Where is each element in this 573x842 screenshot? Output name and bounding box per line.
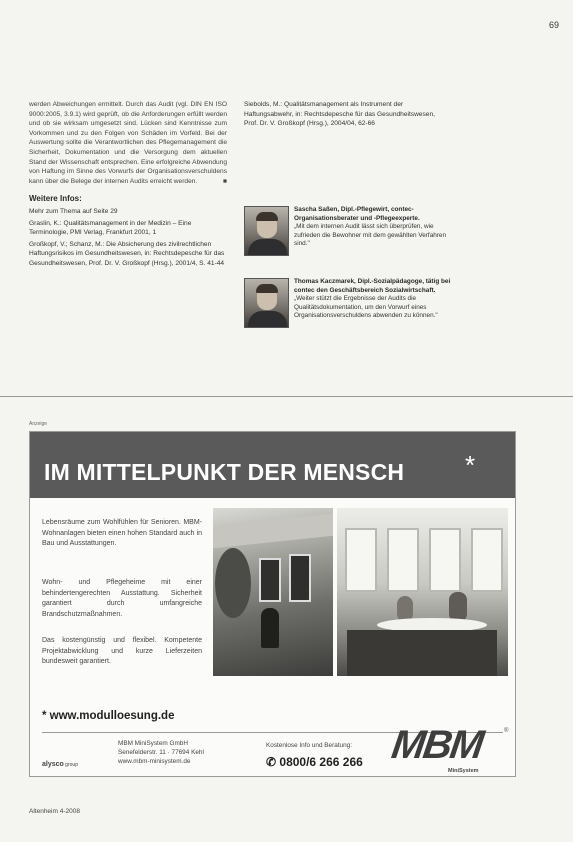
person-info [294,278,452,321]
advertisement [29,431,516,777]
company-address: MBM MiniSystem GmbH Senefelderstr. 11 · 77694 Kehl www.mbm-minisystem.de [118,740,204,765]
ad-label: Anzeige [29,421,48,427]
page-number: 69 [548,20,559,30]
reference-item: Mehr zum Thema auf Seite 29 [29,207,118,215]
portrait-photo [244,278,289,328]
end-mark: ■ [223,177,227,185]
building-exterior-photo [213,508,333,676]
ad-paragraph: Das kostengünstig und flexibel. Kompetente Projektabwicklung und kurze Lieferzeiten bundesweit garantiert. [42,637,202,665]
page-footer: Altenheim 4-2008 [29,808,80,815]
dining-room-photo [337,508,508,676]
person-name: Thomas Kaczmarek, Dipl.-Sozialpädagoge, tätig bei contec den Geschäftsbereich Sozialwirtschaft. [294,278,451,294]
ad-paragraph: Lebensräume zum Wohlfühlen für Senioren. MBM-Wohnanlagen bieten einen hohen Standard auch in Bau und Ausstattungen. [42,519,202,547]
person-quote: „Mit dem internen Audit lässt sich überprüfen, wie zufrieden die Bewohner mit dem gewählten Verfahren sind." [294,223,447,248]
asterisk-icon: * [465,450,476,480]
person-info [294,206,452,249]
ad-url-link[interactable]: * www.modulloesung.de [42,710,175,722]
reference-item: Siebolds, M.: Qualitätsmanagement als Instrument der Haftungsabwehr, in: Rechtsdepesche für das Gesundheitswesen, Prof. Dr. V. Großkopf (Hrsg.), 2004/04, 62-66 [244,101,435,128]
reference-item: Großkopf, V.; Schanz, M.: Die Absicherung des zivilrechtlichen Haftungsrisikos im Gesundheitswesen, in: Rechtsdepesche für das Gesundheitswesen, Prof. Dr. V. Großkopf (Hrsg.), 2001/4, S. 41-44 [29,240,225,267]
section-divider [0,396,573,397]
person-name: Sascha Saßen, Dipl.-Pflegewirt, contec-Organisationsberater und -Pflegeexperte. [294,206,420,222]
reference-item: Graslin, K.: Qualitätsmanagement in der Medizin – Eine Terminologie, PMI Verlag, Frankfurt 2001, 1 [29,219,192,237]
person-quote: „Weiter stützt die Ergebnisse der Audits die Qualitätsdokumentation, um den Vorwurf eines Organisationsverschuldens abwenden zu können." [294,295,438,320]
further-info-heading: Weitere Infos: [29,194,82,204]
ad-banner [30,432,515,498]
ad-paragraph: Wohn- und Pflegeheime mit einer behindertengerechten Ausstattung. Sicherheit garantiert durch umfangreiche Brandschutzmaßnahmen. [42,579,202,618]
alysco-logo: alysco group [42,761,78,768]
portrait-photo [244,206,289,256]
hotline-label: Kostenlose Info und Beratung: [266,742,352,749]
right-column [244,100,444,131]
left-column [29,100,227,271]
mbm-logo: MBM [388,723,485,767]
hotline-number[interactable]: ✆ 0800/6 266 266 [266,755,363,769]
registered-mark: ® [504,728,509,734]
mbm-logo-subtitle: MiniSystem [448,768,479,774]
article-paragraph: werden Abweichungen ermittelt. Durch das Audit (vgl. DIN EN ISO 9000:2005, 3.9.1) wird geprüft, ob die Anforderungen erfüllt werden und ob sie wirksam umgesetzt sind. Lücken sind Kenntnisse zum Vorkommen und zu den Folgen von Schäden im Vorfeld. Bei der Auswertung sollte die Verantwortlichen des Pflegemanagement die Sicherheit, Dokumentation und die Versorgung dem aktuellen Stand der Wissenschaft entsprechen. Eine erfolgreiche Abwendung von Haftung im Sinne des Vorwurfs der Organisationsverschuldens kann über die Belege der internen Audits erreicht werden. ■ [29,101,227,185]
ad-title: IM MITTELPUNKT DER MENSCH [44,459,405,485]
